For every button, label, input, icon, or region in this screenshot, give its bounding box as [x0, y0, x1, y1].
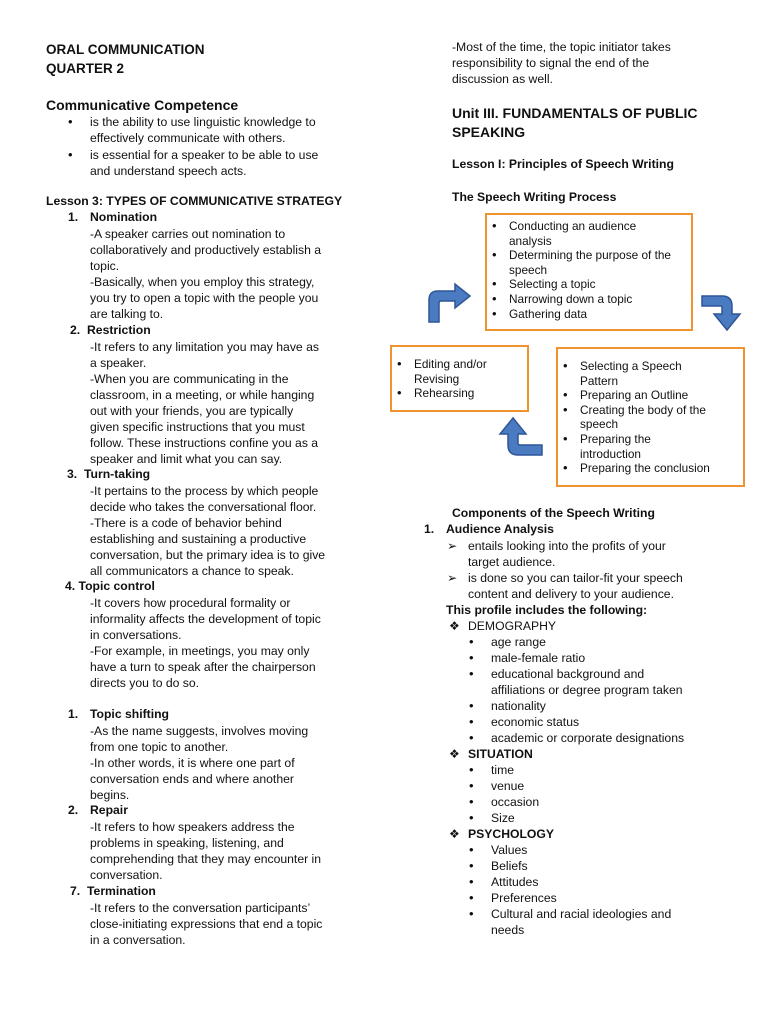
- aa-num: 1.: [424, 522, 435, 536]
- nomination-num: 1.: [68, 210, 79, 224]
- text-line: have a turn to speak after the chairperson: [90, 660, 316, 674]
- psychology-label: PSYCHOLOGY: [468, 827, 555, 841]
- termination-body: [90, 900, 322, 948]
- text-line: are talking to.: [90, 307, 164, 321]
- text-line: -When you are communicating in the: [90, 372, 289, 386]
- list-item: • Attitudes: [491, 874, 671, 890]
- process-step: • Preparing the conclusion: [558, 461, 743, 476]
- arrow-bullet-icon: ➢: [447, 539, 458, 553]
- text-line: in a conversation.: [90, 933, 186, 947]
- arrow-bullet-icon: ➢: [447, 571, 458, 585]
- cc-title: Communicative Competence: [46, 97, 239, 113]
- psychology-list: [491, 842, 671, 938]
- restriction-body: [90, 339, 319, 467]
- text-line: you try to open a topic with the people you: [90, 291, 319, 305]
- process-step: • Creating the body of the speech: [558, 403, 743, 432]
- unit-title-line2: SPEAKING: [452, 124, 526, 140]
- text-line: -There is a code of behavior behind: [90, 516, 282, 530]
- profile-title: This profile includes the following:: [446, 603, 648, 617]
- topiccontrol-body: [90, 595, 321, 691]
- repair-title: Repair: [90, 803, 128, 817]
- restriction-num: 2.: [70, 323, 81, 337]
- topicshifting-num: 1.: [68, 707, 79, 721]
- text-line: a speaker.: [90, 356, 147, 370]
- text-line: problems in speaking, listening, and: [90, 836, 284, 850]
- topicshifting-title: Topic shifting: [90, 707, 169, 721]
- list-item: • Cultural and racial ideologies and: [491, 906, 671, 922]
- list-item: • occasion: [491, 794, 539, 810]
- cc-bullet-1-line1: • is the ability to use linguistic knowledge to: [90, 114, 316, 130]
- text-line: out with your friends, you are typically: [90, 404, 294, 418]
- text-line: in conversations.: [90, 628, 182, 642]
- turntaking-body: [90, 483, 325, 579]
- text-line: target audience.: [468, 555, 556, 569]
- aa-title: Audience Analysis: [446, 522, 554, 536]
- text-line: conversation ends and where another: [90, 772, 294, 786]
- turntaking-title: Turn-taking: [84, 467, 151, 481]
- aa-item-2: [468, 570, 683, 602]
- unit-title-line1: Unit III. FUNDAMENTALS OF PUBLIC: [452, 105, 698, 121]
- text-line: begins.: [90, 788, 130, 802]
- text-line: -Basically, when you employ this strategy,: [90, 275, 315, 289]
- doc-title-line1: ORAL COMMUNICATION: [46, 42, 205, 57]
- text-line: discussion as well.: [452, 72, 553, 86]
- text-line: -It pertains to the process by which people: [90, 484, 319, 498]
- situation-label: SITUATION: [468, 747, 533, 761]
- list-item: • Beliefs: [491, 858, 671, 874]
- cc-bullet-1-line2: effectively communicate with others.: [90, 131, 286, 145]
- list-item: • educational background and: [491, 666, 684, 682]
- text-line: speaker and limit what you can say.: [90, 452, 283, 466]
- process-list-revising: [392, 357, 527, 401]
- diamond-bullet-icon: ❖: [449, 619, 460, 633]
- text-line: collaboratively and productively establish a: [90, 243, 322, 257]
- intro-paragraph: [452, 39, 671, 87]
- process-step: • Narrowing down a topic: [487, 292, 691, 307]
- text-line: -Most of the time, the topic initiator takes: [452, 40, 671, 54]
- text-line: from one topic to another.: [90, 740, 229, 754]
- process-step: • Determining the purpose of the speech: [487, 248, 691, 277]
- process-box-drafting: [556, 347, 745, 487]
- process-box-revising: [390, 345, 529, 412]
- text-line: comprehending that they may encounter in: [90, 852, 322, 866]
- process-step: • Preparing an Outline: [558, 388, 743, 403]
- process-step: • Preparing the introduction: [558, 432, 743, 461]
- text-line: establishing and sustaining a productive: [90, 532, 307, 546]
- list-item: • economic status: [491, 714, 684, 730]
- text-line: is done so you can tailor-fit your speech: [468, 571, 683, 585]
- nomination-body: [90, 226, 321, 322]
- curved-right-down-arrow-icon: [700, 292, 744, 332]
- text-line: all communicators a chance to speak.: [90, 564, 294, 578]
- list-item: • age range: [491, 634, 684, 650]
- text-line: -It covers how procedural formality or: [90, 596, 291, 610]
- text-line: entails looking into the profits of your: [468, 539, 666, 553]
- text-line: classroom, in a meeting, or while hanging: [90, 388, 315, 402]
- text-line: topic.: [90, 259, 120, 273]
- curved-left-up-arrow-icon: [498, 415, 546, 457]
- list-item: • academic or corporate designations: [491, 730, 684, 746]
- topicshifting-body: [90, 723, 308, 803]
- diamond-bullet-icon: ❖: [449, 827, 460, 841]
- text-line: -For example, in meetings, you may only: [90, 644, 310, 658]
- list-item: • Size: [491, 810, 539, 826]
- list-item: • nationality: [491, 698, 684, 714]
- process-box-planning: [485, 213, 693, 331]
- list-item-continued: needs: [491, 923, 525, 937]
- list-item: • male-female ratio: [491, 650, 684, 666]
- list-item: • time: [491, 762, 539, 778]
- cc-bullet-2-line1: • is essential for a speaker to be able to use: [90, 147, 318, 163]
- process-step: • Rehearsing: [392, 386, 527, 401]
- turntaking-num: 3.: [67, 467, 78, 481]
- list-item: • Values: [491, 842, 671, 858]
- text-line: -A speaker carries out nomination to: [90, 227, 286, 241]
- process-title: The Speech Writing Process: [452, 190, 617, 204]
- curved-up-right-arrow-icon: [425, 282, 473, 324]
- cc-bullet-2: [90, 147, 318, 179]
- text-line: directs you to do so.: [90, 676, 200, 690]
- text-line: -It refers to any limitation you may have as: [90, 340, 319, 354]
- text-line: -As the name suggests, involves moving: [90, 724, 309, 738]
- termination-num: 7.: [70, 884, 81, 898]
- cc-bullet-1: [90, 114, 316, 146]
- process-step: • Gathering data: [487, 307, 691, 322]
- text-line: given specific instructions that you must: [90, 420, 305, 434]
- text-line: informality affects the development of topic: [90, 612, 321, 626]
- list-item: • venue: [491, 778, 539, 794]
- topiccontrol-title: 4. Topic control: [65, 579, 155, 593]
- aa-item-1: [468, 538, 666, 570]
- text-line: -It refers to how speakers address the: [90, 820, 295, 834]
- process-step: • Selecting a topic: [487, 277, 691, 292]
- situation-list: [491, 762, 539, 826]
- text-line: conversation.: [90, 868, 163, 882]
- components-title: Components of the Speech Writing: [452, 506, 655, 520]
- termination-title: Termination: [87, 884, 156, 898]
- repair-num: 2.: [68, 803, 79, 817]
- list-item-continued: affiliations or degree program taken: [491, 683, 683, 697]
- process-step: • Conducting an audience analysis: [487, 219, 691, 248]
- nomination-title: Nomination: [90, 210, 158, 224]
- repair-body: [90, 819, 321, 883]
- unit-title: [452, 104, 698, 142]
- process-list-planning: [487, 219, 691, 321]
- text-line: follow. These instructions confine you as a: [90, 436, 319, 450]
- cc-bullet-2-line2: and understand speech acts.: [90, 164, 247, 178]
- process-step: • Selecting a Speech Pattern: [558, 359, 743, 388]
- demography-list: [491, 634, 684, 746]
- diamond-bullet-icon: ❖: [449, 747, 460, 761]
- text-line: close-initiating expressions that end a topic: [90, 917, 323, 931]
- lesson3-title: Lesson 3: TYPES OF COMMUNICATIVE STRATEGY: [46, 194, 343, 208]
- text-line: -It refers to the conversation participants’: [90, 901, 311, 915]
- lesson1-title: Lesson I: Principles of Speech Writing: [452, 157, 674, 171]
- text-line: responsibility to signal the end of the: [452, 56, 650, 70]
- text-line: decide who takes the conversational floor.: [90, 500, 317, 514]
- text-line: content and delivery to your audience.: [468, 587, 674, 601]
- text-line: -In other words, it is where one part of: [90, 756, 295, 770]
- process-step: • Editing and/or Revising: [392, 357, 527, 386]
- demography-label: DEMOGRAPHY: [468, 619, 557, 633]
- process-list-drafting: [558, 359, 743, 476]
- list-item: • Preferences: [491, 890, 671, 906]
- doc-title-line2: QUARTER 2: [46, 61, 125, 76]
- restriction-title: Restriction: [87, 323, 151, 337]
- text-line: conversation, but the primary idea is to give: [90, 548, 326, 562]
